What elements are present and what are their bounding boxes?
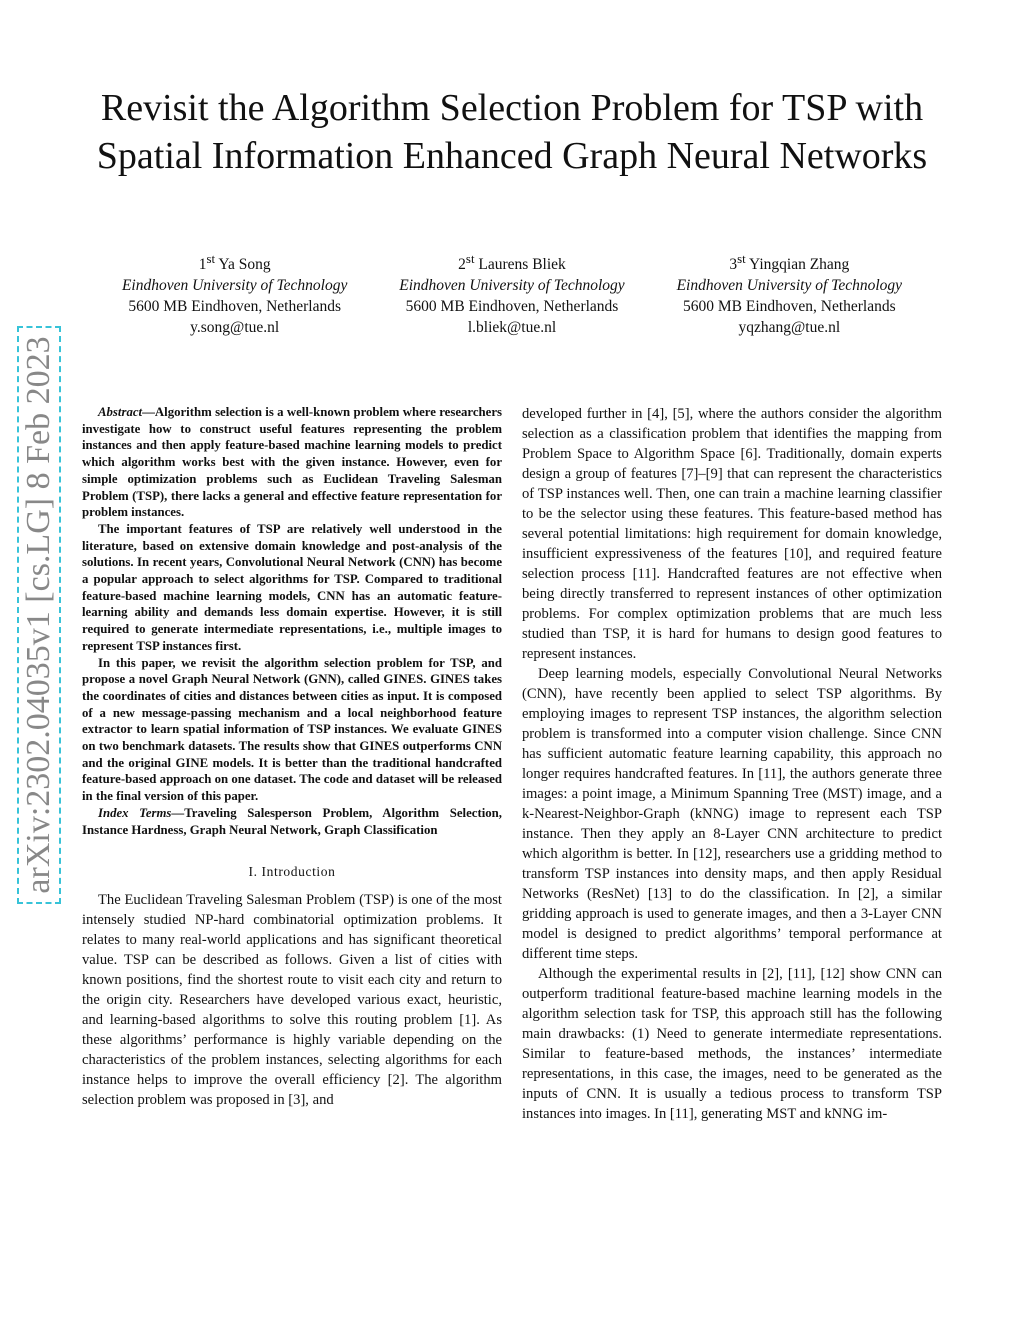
author-name: Yingqian Zhang — [749, 256, 850, 274]
intro-paragraph-2: developed further in [4], [5], where the authors consider the algorithm selection as a classification problem that identifies the mapping from Problem Space to Algorithm Space [6]. Traditionally, domain experts design a group of features [7]–[9] that can represent the characteristics of TSP instances well. Then, one can train a machine learning classifier to be the selector using these features. This feature-based method has several potential limitations: high requirement for domain knowledge, insufficient expressiveness of the features [10], and required feature selection process [11]. Handcrafted features are not effective when being directly transferred to represent instances of other optimization problems. For complex optimization problems that are much less studied than TSP, it is hard for humans to design good features to represent instances. — [522, 406, 942, 662]
intro-paragraph-1: The Euclidean Traveling Salesman Problem (TSP) is one of the most intensely studied NP-hard combinatorial optimization problems. It relates to many real-world applications and has significant theoretical value. TSP can be described as follows. Given a list of cities with known positions, find the shortest route to visit each city and return to the origin city. Researchers have developed various exact, heuristic, and learning-based algorithms to solve this routing problem [1]. As these algorithms’ performance is highly variable depending on the characteristics of the problem instances, selecting algorithms for each instance helps to improve the overall efficiency [2]. The algorithm selection problem was proposed in [3], and — [82, 892, 502, 1109]
index-terms-label: Index Terms — [98, 805, 172, 820]
arxiv-stamp-text[interactable]: arXiv:2302.04035v1 [cs.LG] 8 Feb 2023 — [17, 326, 61, 904]
author-address: 5600 MB Eindhoven, Netherlands — [682, 298, 896, 316]
intro-paragraph-4: Although the experimental results in [2], [11], [12] show CNN can outperform traditional feature-based machine learning models in the algorithm selection task for TSP, this approach still has the following main drawbacks: (1) Need to generate intermediate representations. Similar to feature-based methods, the instances’ intermediate representations, in this case, the images, need to be generated as the inputs of CNN. It is usually a tedious process to transform TSP instances into images. In [11], generating MST and kNNG im- — [522, 966, 942, 1122]
author-name: Ya Song — [218, 256, 271, 274]
author-ordinal: 2 — [458, 256, 466, 274]
author-name: Laurens Bliek — [478, 256, 566, 274]
author-email[interactable]: yqzhang@tue.nl — [738, 319, 841, 337]
author-email[interactable]: l.bliek@tue.nl — [467, 319, 557, 337]
abstract-paragraph-3: In this paper, we revisit the algorithm selection problem for TSP, and propose a novel Graph Neural Network (GNN), called GINES. GINES takes the coordinates of cities and distances between cities as input. It is composed of a new message-passing mechanism and a local neighborhood feature extractor to learn spatial information of TSP instances. We evaluate GINES on two benchmark datasets. The results show that GINES outperforms CNN and the original GINE models. It is better than the traditional handcrafted feature-based approach on one dataset. The code and dataset will be released in the final version of this paper. — [82, 655, 502, 804]
author-address: 5600 MB Eindhoven, Netherlands — [128, 298, 341, 316]
right-column — [522, 404, 942, 1124]
author-ordinal: 3 — [729, 256, 738, 274]
author-affiliation: Eindhoven University of Technology — [676, 277, 903, 295]
author-2 — [373, 248, 650, 338]
index-terms: Index Terms—Traveling Salesperson Problem, Algorithm Selection, Instance Hardness, Graph Neural Network, Graph Classification — [82, 805, 502, 837]
abstract-paragraph-2: The important features of TSP are relatively well understood in the literature, based on extensive domain knowledge and post-analysis of the solutions. In recent years, Convolutional Neural Network (CNN) has become a popular approach to select algorithms for TSP. Compared to traditional feature-based machine learning models, CNN has an automatic feature-learning ability and demands less domain expertise. However, it is still required to generate intermediate representations, i.e., multiple images to represent TSP instances first. — [82, 521, 502, 653]
abstract-paragraph-1: Abstract—Algorithm selection is a well-known problem where researchers investigate how to construct useful features representing the problem instances and then apply feature-based machine learning models to predict which algorithm works best with the given instance. However, even for simple optimization problems such as Euclidean Traveling Salesman Problem (TSP), there lacks a general and effective feature representation for problem instances. — [82, 405, 502, 520]
author-1 — [96, 248, 373, 338]
intro-paragraph-3: Deep learning models, especially Convolutional Neural Networks (CNN), have recently been applied to select TSP algorithms. By employing images to represent TSP instances, the algorithm selection problem is transformed into a computer vision challenge. Since CNN has sufficient automatic feature learning capability, this approach no longer requires handcrafted features. In [11], the authors generate three images: a point image, a Minimum Spanning Tree (MST) image, and a k-Nearest-Neighbor-Graph (kNNG) image to represent each TSP instance. Then they apply an 8-Layer CNN architecture to predict which algorithm is better. In [12], researchers use a gridding method to transform TSP instances into density maps, and then apply Residual Networks (ResNet) [13] to do the classification. In [2], a similar gridding approach is used to generate images, and then a 3-Layer CNN model is designed to predict algorithms’ temporal performance at different time steps. — [522, 666, 942, 962]
author-affiliation: Eindhoven University of Technology — [399, 277, 625, 295]
author-affiliation: Eindhoven University of Technology — [121, 277, 348, 295]
author-3 — [651, 248, 928, 338]
abstract-label: Abstract — [98, 405, 143, 419]
author-address: 5600 MB Eindhoven, Netherlands — [405, 298, 619, 316]
left-column — [82, 404, 502, 1110]
abstract — [82, 404, 502, 838]
author-ordinal-suffix: st — [737, 251, 746, 266]
author-block — [96, 248, 928, 338]
author-email[interactable]: y.song@tue.nl — [190, 319, 280, 337]
author-ordinal: 1 — [198, 256, 207, 274]
section-heading-introduction: I. Introduction — [248, 864, 336, 880]
index-terms-text: Traveling Salesperson Problem, Algorithm Selection, Instance Hardness, Graph Neural Network, Graph Classification — [82, 805, 502, 837]
author-ordinal-suffix: st — [465, 251, 475, 266]
abstract-text-1: Algorithm selection is a well-known problem where researchers investigate how to construct useful features representing the problem instances and then apply feature-based machine learning models to predict which algorithm works best with the given instance. However, even for simple optimization problems such as Euclidean Traveling Salesman Problem (TSP), there lacks a general and effective feature representation for problem instances. — [82, 405, 502, 520]
paper-title: Revisit the Algorithm Selection Problem for TSP with Spatial Information Enhanced Graph Neural Networks — [96, 87, 928, 177]
author-ordinal-suffix: st — [206, 251, 216, 266]
